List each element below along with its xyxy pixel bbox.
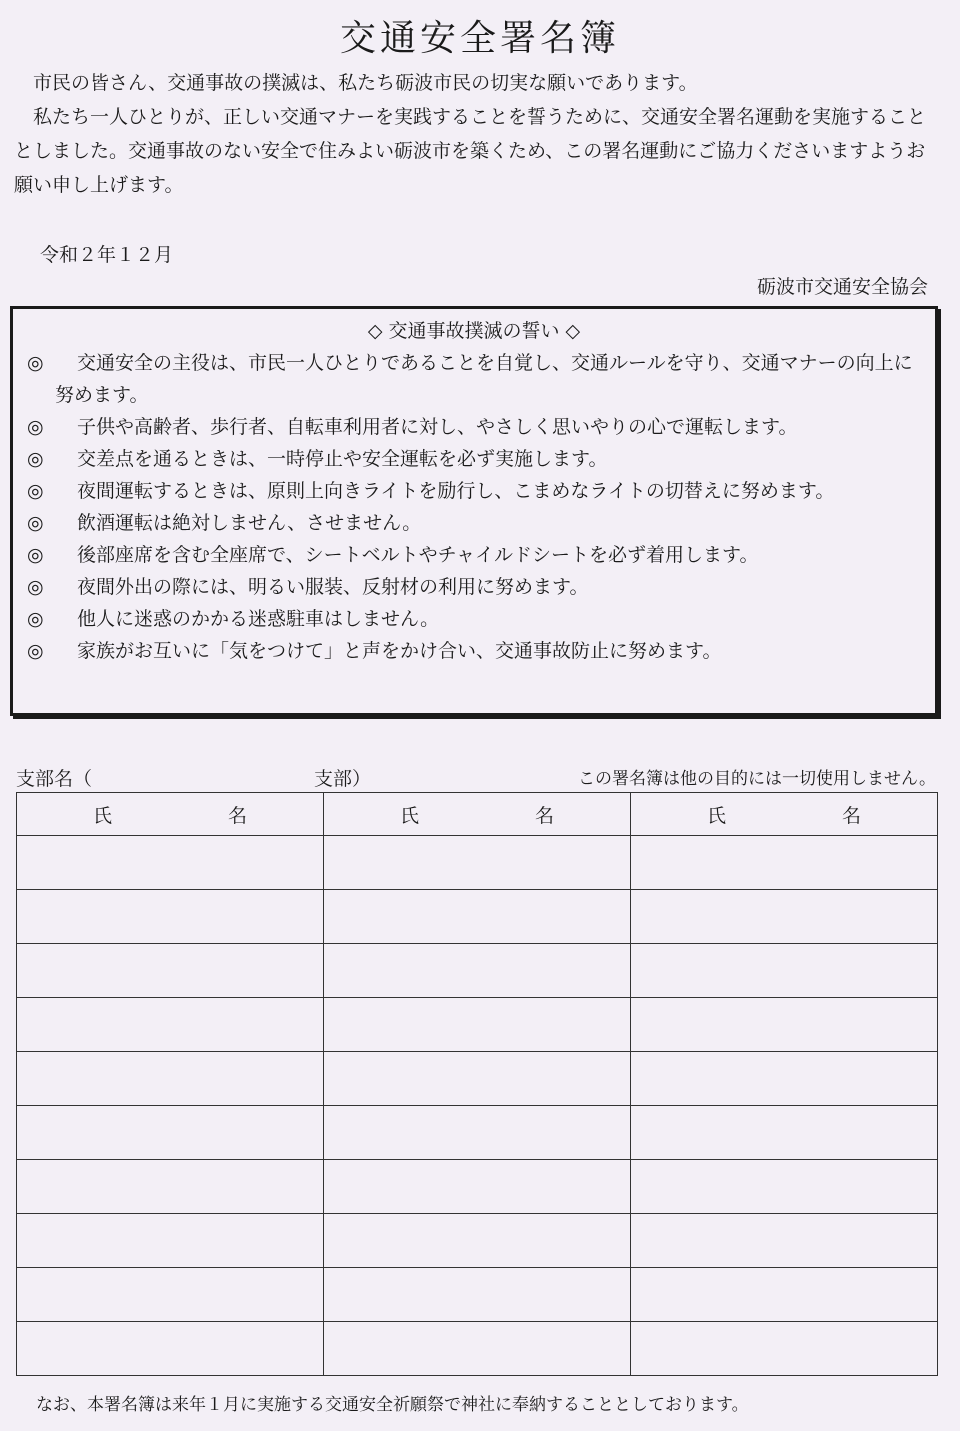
signature-cell[interactable] — [17, 1052, 324, 1106]
table-row — [17, 1052, 938, 1106]
signature-cell[interactable] — [631, 1106, 938, 1160]
signature-cell[interactable] — [17, 1160, 324, 1214]
pledge-heading: ◇ 交通事故撲滅の誓い ◇ — [367, 320, 581, 342]
double-circle-icon: ◎ — [27, 640, 44, 662]
signature-cell[interactable] — [324, 836, 631, 890]
double-circle-icon: ◎ — [27, 352, 44, 374]
signature-cell[interactable] — [324, 890, 631, 944]
pledge-item: ◎ 夜間外出の際には、明るい服装、反射材の利用に努めます。 — [13, 571, 935, 603]
signature-cell[interactable] — [17, 1322, 324, 1376]
table-row — [17, 998, 938, 1052]
signature-cell[interactable] — [17, 1106, 324, 1160]
pledge-item: ◎ 子供や高齢者、歩行者、自転車利用者に対し、やさしく思いやりの心で運転します。 — [13, 411, 935, 443]
signature-cell[interactable] — [17, 1268, 324, 1322]
branch-suffix: 支部） — [314, 768, 372, 790]
pledge-item: ◎ 交通安全の主役は、市民一人ひとりであることを自覚し、交通ルールを守り、交通マナーの向上に努めます。 — [13, 347, 935, 411]
signature-cell[interactable] — [17, 1214, 324, 1268]
signature-cell[interactable] — [324, 1160, 631, 1214]
signature-cell[interactable] — [17, 890, 324, 944]
signature-cell[interactable] — [631, 1268, 938, 1322]
pledge-item: ◎ 家族がお互いに「気をつけて」と声をかけ合い、交通事故防止に努めます。 — [13, 635, 935, 667]
signature-cell[interactable] — [324, 1214, 631, 1268]
double-circle-icon: ◎ — [27, 416, 44, 438]
intro-paragraph-2: 私たち一人ひとりが、正しい交通マナーを実践することを誓うために、交通安全署名運動を実施することとしました。交通事故のない安全で住みよい砺波市を築くため、この署名運動にご協力くださいますようお願い申し上げます。 — [14, 106, 927, 196]
double-circle-icon: ◎ — [27, 448, 44, 470]
signature-cell[interactable] — [324, 1268, 631, 1322]
signature-cell[interactable] — [631, 890, 938, 944]
signature-cell[interactable] — [631, 998, 938, 1052]
double-circle-icon: ◎ — [27, 544, 44, 566]
double-circle-icon: ◎ — [27, 608, 44, 630]
signature-cell[interactable] — [324, 1322, 631, 1376]
signature-cell[interactable] — [17, 944, 324, 998]
intro-text — [14, 66, 934, 202]
branch-label: 支部名（ — [16, 768, 93, 790]
column-header: 氏 名 — [631, 793, 938, 836]
table-row — [17, 1106, 938, 1160]
double-circle-icon: ◎ — [27, 512, 44, 534]
double-circle-icon: ◎ — [27, 576, 44, 598]
pledge-box — [10, 306, 938, 716]
table-row — [17, 1214, 938, 1268]
issue-date: 令和２年１２月 — [40, 244, 174, 266]
double-circle-icon: ◎ — [27, 480, 44, 502]
document-title: 交通安全署名簿 — [339, 18, 620, 59]
table-row — [17, 1322, 938, 1376]
pledge-list — [13, 347, 935, 667]
usage-notice: この署名簿は他の目的には一切使用しません。 — [577, 769, 936, 789]
signature-cell[interactable] — [17, 836, 324, 890]
intro-paragraph-1: 市民の皆さん、交通事故の撲滅は、私たち砺波市民の切実な願いであります。 — [33, 72, 698, 94]
pledge-item: ◎ 夜間運転するときは、原則上向きライトを励行し、こまめなライトの切替えに努めます。 — [13, 475, 935, 507]
pledge-item: ◎ 他人に迷惑のかかる迷惑駐車はしません。 — [13, 603, 935, 635]
branch-line — [16, 764, 936, 792]
table-row — [17, 890, 938, 944]
table-row — [17, 944, 938, 998]
pledge-item: ◎ 後部座席を含む全座席で、シートベルトやチャイルドシートを必ず着用します。 — [13, 539, 935, 571]
pledge-item: ◎ 飲酒運転は絶対しません、させません。 — [13, 507, 935, 539]
signature-cell[interactable] — [631, 1322, 938, 1376]
signature-cell[interactable] — [631, 1052, 938, 1106]
footer-note: なお、本署名簿は来年１月に実施する交通安全祈願祭で神社に奉納することとしております。 — [36, 1395, 749, 1415]
table-row — [17, 836, 938, 890]
signature-cell[interactable] — [631, 836, 938, 890]
column-header: 氏 名 — [324, 793, 631, 836]
signature-cell[interactable] — [17, 998, 324, 1052]
organization-name: 砺波市交通安全協会 — [756, 276, 928, 298]
signature-table — [16, 792, 938, 1376]
table-row — [17, 1160, 938, 1214]
signature-cell[interactable] — [324, 1052, 631, 1106]
signature-cell[interactable] — [631, 944, 938, 998]
table-row — [17, 1268, 938, 1322]
signature-cell[interactable] — [631, 1160, 938, 1214]
signature-cell[interactable] — [631, 1214, 938, 1268]
signature-cell[interactable] — [324, 1106, 631, 1160]
signature-cell[interactable] — [324, 944, 631, 998]
signature-cell[interactable] — [324, 998, 631, 1052]
column-header: 氏 名 — [17, 793, 324, 836]
table-header-row — [17, 793, 938, 836]
pledge-item: ◎ 交差点を通るときは、一時停止や安全運転を必ず実施します。 — [13, 443, 935, 475]
